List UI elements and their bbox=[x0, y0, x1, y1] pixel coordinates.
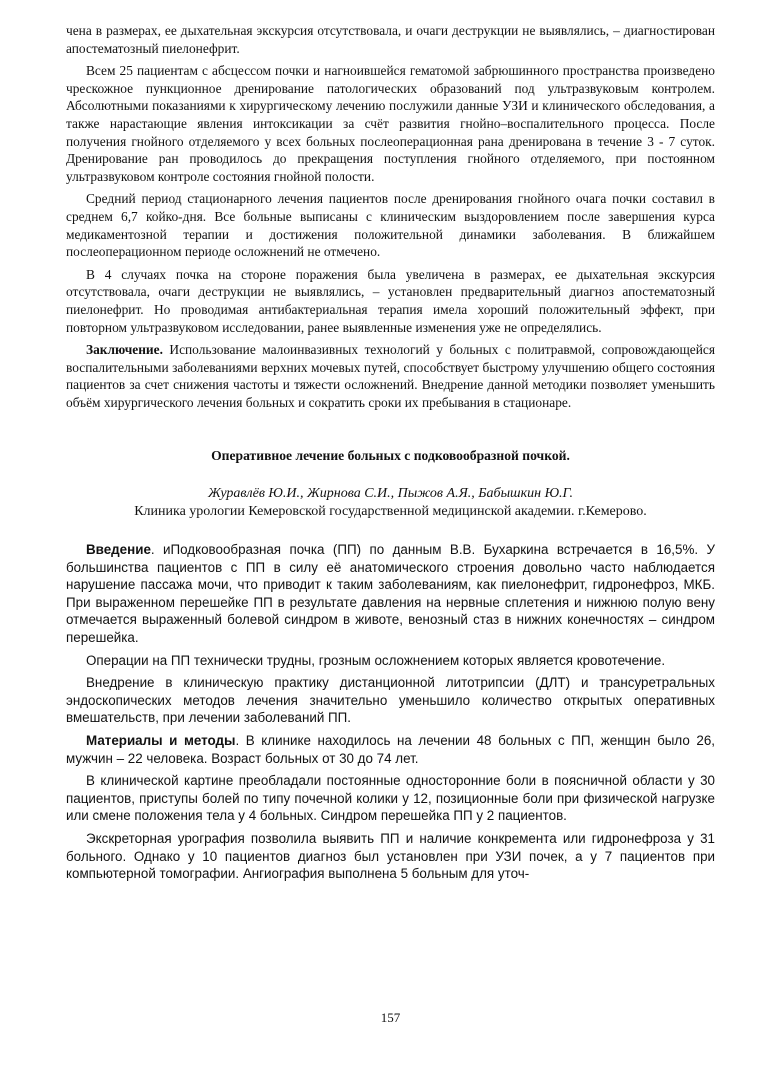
paragraph bbox=[66, 652, 715, 670]
paragraph bbox=[66, 190, 715, 260]
article-authors: Журавлёв Ю.И., Жирнова С.И., Пыжов А.Я., Бабышкин Ю.Г. bbox=[208, 486, 573, 502]
article-title: Оперативное лечение больных с подковообразной почкой. bbox=[211, 448, 570, 464]
article-body bbox=[66, 541, 715, 883]
article-affiliation: Клиника урологии Кемеровской государственной медицинской академии. г.Кемерово. bbox=[134, 504, 647, 520]
paragraph bbox=[66, 62, 715, 185]
methods-paragraph bbox=[66, 732, 715, 767]
paragraph bbox=[66, 772, 715, 825]
paragraph-text: Операции на ПП технически трудны, грозным осложнением которых является кровотечение. bbox=[86, 652, 666, 668]
paragraph-text: чена в размерах, ее дыхательная экскурсия отсутствовала, и очаги деструкции не выявлялись, – диагностирован апостематозный пиелонефрит. bbox=[66, 23, 715, 56]
conclusion-heading: Заключение. bbox=[86, 342, 163, 358]
paragraph-text: Внедрение в клиническую практику дистанционной литотрипсии (ДЛТ) и трансуретральных эндоскопических методов лечения значительно уменьшило количество открытых оперативных вмешательств, при лечении заболеваний ПП. bbox=[66, 675, 715, 726]
previous-article-continuation bbox=[66, 22, 715, 411]
paragraph-text: В 4 случаях почка на стороне поражения была увеличена в размерах, ее дыхательная экскурсия отсутствовала, очаги деструкции не выявлялись, – установлен предварительный диагноз апостематозный пиелонефрит. Но проводимая антибактериальная терапия имела хороший положительный эффект, при повторном ультразвуковом исследовании, ранее выявленные изменения уже не определялись. bbox=[66, 266, 715, 335]
paragraph-text: Использование малоинвазивных технологий у больных с политравмой, сопровождающейся воспалительными заболеваниями верхних мочевых путей, способствует быстрому улучшению общего состояния пациентов за счет снижения частоты и тяжести осложнений. Внедрение данной методики позволяет уменьшить объём хирургического лечения больных и сократить сроки их пребывания в стационаре. bbox=[66, 342, 715, 410]
paragraph-text: Экскреторная урография позволила выявить ПП и наличие конкремента или гидронефроза у 31 больного. Однако у 10 пациентов диагноз был установлен при УЗИ почек, а у 7 пациентов при компьютерной томографии. Ангиография выполнена 5 больным для уточ- bbox=[66, 830, 715, 882]
page-number: 157 bbox=[380, 1010, 401, 1025]
paragraph-text: . иПодковообразная почка (ПП) по данным В.В. Бухаркина встречается в 16,5%. У большинства пациентов с ПП в силу её анатомического строения довольно часто наблюдается нарушение пассажа мочи, что приводит к таким заболеваниям, как пиелонефрит, гидронефроз, МКБ. При выраженном перешейке ПП в результате давления на нервные сплетения и нижнюю полую вену отмечается выраженный болевой синдром в животе, венозный стаз в нижних конечностях – синдром перешейка. bbox=[66, 542, 715, 646]
introduction-heading: Введение bbox=[86, 542, 151, 558]
methods-heading: Материалы и методы bbox=[86, 733, 236, 748]
introduction-paragraph bbox=[66, 541, 715, 647]
paragraph-text: . В клинике находилось на лечении 48 больных с ПП, женщин было 26, мужчин – 22 человека. Возраст больных от 30 до 74 лет. bbox=[66, 733, 715, 766]
paragraph bbox=[66, 266, 715, 336]
paragraph-text: Средний период стационарного лечения пациентов после дренирования гнойного очага почки составил в среднем 6,7 койко-дня. Все больные выписаны с клиническим выздоровлением после завершения курса медикаментозной терапии и достижения положительной динамики заболевания. В ближайшем послеоперационном периоде осложнений не отмечено. bbox=[66, 191, 715, 260]
paragraph bbox=[66, 674, 715, 727]
conclusion-paragraph bbox=[66, 341, 715, 411]
section-gap bbox=[66, 411, 715, 447]
paragraph bbox=[66, 22, 715, 57]
paragraph-text: В клинической картине преобладали постоянные односторонние боли в поясничной области у 30 пациентов, приступы болей по типу почечной колики у 12, позиционные боли при физической нагрузке или смене положения тела у 4 больных. Синдром перешейка ПП у 2 пациентов. bbox=[66, 773, 715, 824]
paragraph-text: Всем 25 пациентам с абсцессом почки и нагноившейся гематомой забрюшинного пространства произведено чрескожное пункционное дренирование патологических образований под ультразвуковым контролем. Абсолютными показаниями к хирургическому лечению послужили данные УЗИ и клинического обследования, а также нарастающие явления интоксикации за счёт развития гнойно–воспалительного процесса. После получения гнойного отделяемого у всех больных послеоперационная рана дренирована в течение 3 - 7 суток. Дренирование ран проводилось до прекращения поступления гнойного отделяемого, при постоянном ультразвуковом контроле состояния гнойной полости. bbox=[66, 63, 715, 184]
paragraph bbox=[66, 830, 715, 883]
